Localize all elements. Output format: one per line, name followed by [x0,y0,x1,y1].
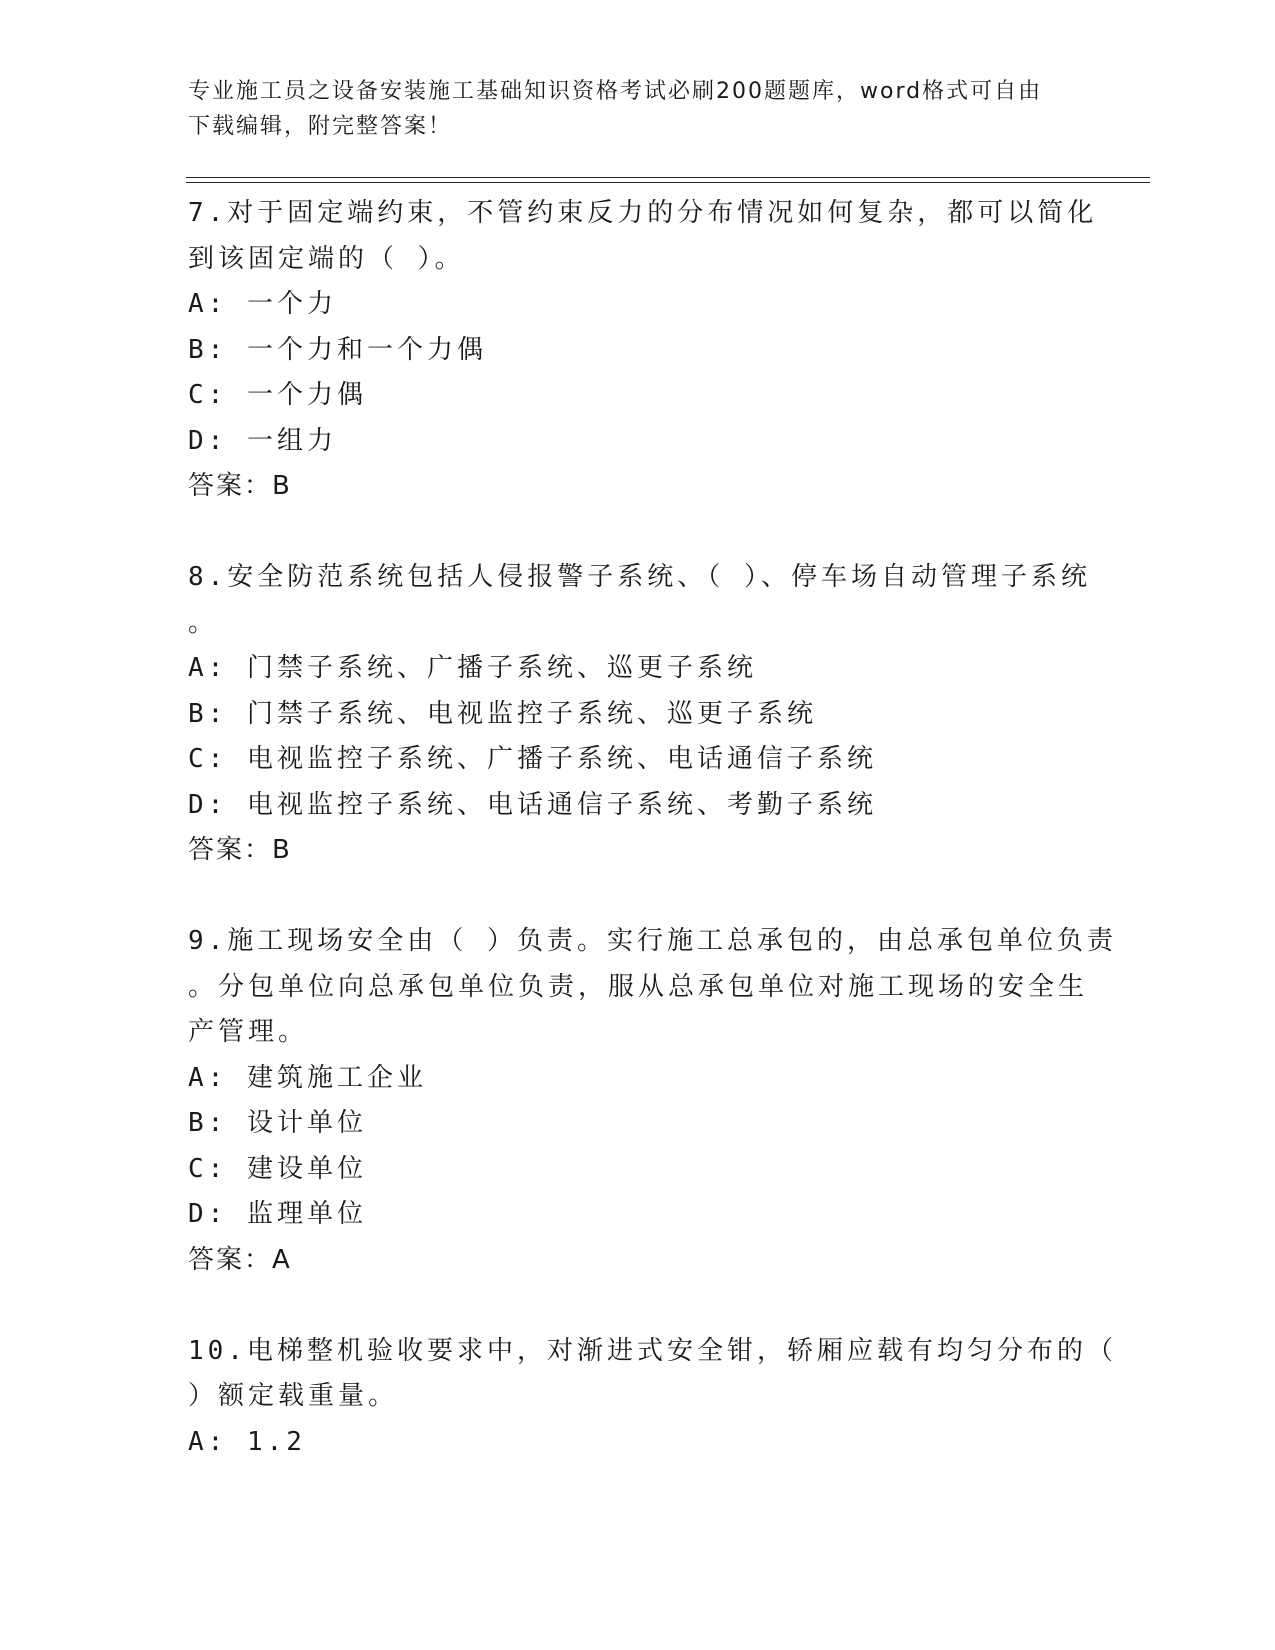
option-a: A: 一个力 [188,289,337,319]
question-spacer [188,874,1088,920]
answer-label: 答案：A [188,1244,292,1275]
option-a: A: 建筑施工企业 [188,1062,427,1093]
option-c: C: 电视监控子系统、广播子系统、电话通信子系统 [188,744,877,774]
header-line-1: 专业施工员之设备安装施工基础知识资格考试必刷200题题库，word格式可自由 [188,79,1043,104]
option-b: B: 设计单位 [188,1108,367,1138]
header-rule-bottom [186,182,1150,183]
question-stem-line: 到该固定端的（ ）。 [188,243,465,274]
question-spacer [188,1283,1088,1329]
question-8 [188,555,1091,874]
option-c: C: 建设单位 [188,1153,367,1184]
answer-label: 答案：B [188,835,292,865]
option-d: D: 电视监控子系统、电话通信子系统、考勤子系统 [188,789,877,820]
question-9 [188,919,1117,1283]
question-stem-line: 8.安全防范系统包括人侵报警子系统、（ ）、停车场自动管理子系统 [188,562,1091,592]
question-stem-line: 10.电梯整机验收要求中，对渐进式安全钳，轿厢应载有均匀分布的（ [188,1335,1117,1366]
question-stem-line: 产管理。 [188,1017,309,1047]
question-stem-line: 7.对于固定端约束，不管约束反力的分布情况如何复杂，都可以简化 [188,198,1098,228]
option-c: C: 一个力偶 [188,380,367,410]
question-spacer [188,510,1088,556]
question-stem-line: 。 [188,607,219,638]
document-header [188,74,1088,144]
question-stem-line: 。分包单位向总承包单位负责，服从总承包单位对施工现场的安全生 [188,971,1089,1002]
question-list [188,191,1117,1465]
question-10 [188,1329,1117,1466]
option-d: D: 一组力 [188,425,337,456]
question-stem-line: 9.施工现场安全由（ ）负责。实行施工总承包的，由总承包单位负责 [188,926,1117,956]
question-stem-line: ）额定载重量。 [188,1381,399,1411]
header-line-2: 下载编辑，附完整答案！ [188,114,453,139]
option-a: A: 1.2 [188,1426,306,1457]
option-a: A: 门禁子系统、广播子系统、巡更子系统 [188,653,757,683]
option-b: B: 一个力和一个力偶 [188,334,487,365]
option-d: D: 监理单位 [188,1199,367,1229]
header-rule-top [186,177,1150,178]
question-7 [188,191,1098,510]
option-b: B: 门禁子系统、电视监控子系统、巡更子系统 [188,698,817,729]
answer-label: 答案：B [188,471,292,501]
